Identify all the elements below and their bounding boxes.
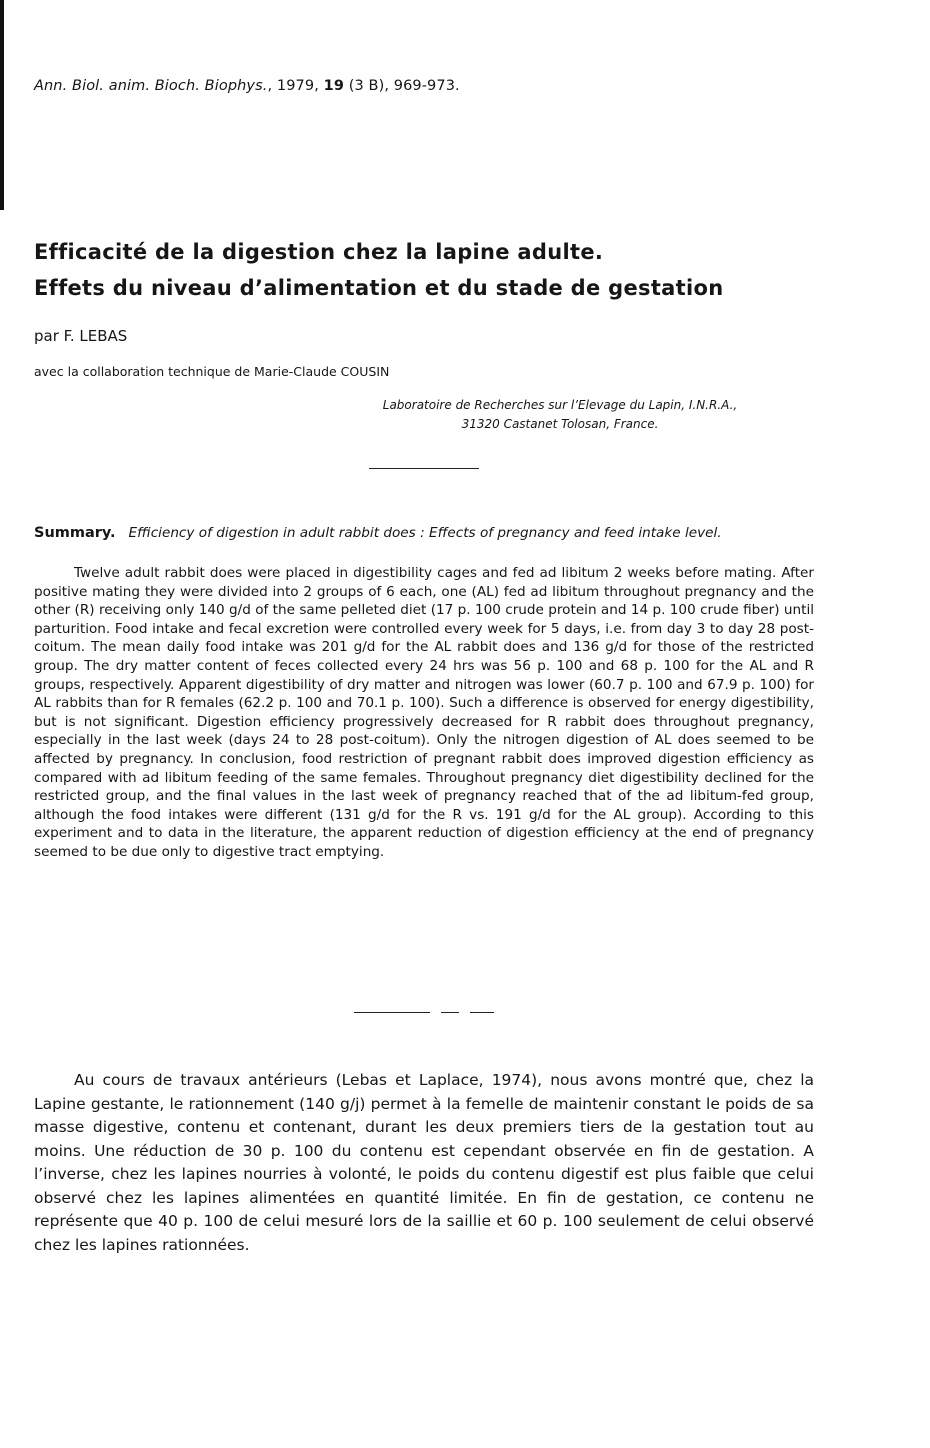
journal-year: , 1979, bbox=[267, 78, 324, 94]
title-line-2: Effets du niveau d’alimentation et du stade de gestation bbox=[34, 276, 724, 300]
journal-issue-pages: (3 B), 969-973. bbox=[344, 78, 460, 94]
summary-label: Summary. bbox=[34, 525, 116, 541]
section-separator-left bbox=[354, 1012, 430, 1013]
intro-paragraph: Au cours de travaux antérieurs (Lebas et Laplace, 1974), nous avons montré que, chez la Lapine gestante, le rationnement (140 g/j) permet à la femelle de maintenir constant le poids de sa masse digestive, contenu et contenant, durant les deux premiers tiers de la gestation tout au moins. Une réduction de 30 p. 100 du contenu est cependant observée en fin de gestation. A l’inverse, chez les lapines nourries à volonté, le poids du contenu digestif est plus faible que celui observé chez les lapines alimentées en quantité limitée. En fin de gestation, ce contenu ne représente que 40 p. 100 de celui mesuré lors de la saillie et 60 p. 100 seulement de celui observé chez les lapines rationnées. bbox=[34, 1071, 814, 1254]
article-title bbox=[34, 234, 894, 306]
summary-subtitle: Efficiency of digestion in adult rabbit does : Effects of pregnancy and feed intake level. bbox=[128, 525, 722, 541]
scan-edge-mark bbox=[0, 0, 4, 210]
summary-heading bbox=[34, 524, 814, 543]
title-line-1: Efficacité de la digestion chez la lapine adulte. bbox=[34, 240, 604, 264]
author: par F. LEBAS bbox=[34, 327, 128, 345]
section-separator-mid bbox=[441, 1012, 459, 1013]
section-separator-right bbox=[470, 1012, 494, 1013]
collaboration-note: avec la collaboration technique de Marie-Claude COUSIN bbox=[34, 364, 390, 379]
affiliation bbox=[300, 396, 820, 434]
affiliation-line-1: Laboratoire de Recherches sur l’Elevage du Lapin, I.N.R.A., bbox=[382, 398, 738, 412]
journal-reference bbox=[34, 78, 460, 94]
affiliation-line-2: 31320 Castanet Tolosan, France. bbox=[461, 417, 659, 431]
journal-volume: 19 bbox=[323, 78, 345, 94]
title-separator-rule bbox=[369, 468, 479, 469]
journal-name: Ann. Biol. anim. Bioch. Biophys. bbox=[34, 78, 268, 94]
summary-body: Twelve adult rabbit does were placed in digestibility cages and fed ad libitum 2 weeks before mating. After positive mating they were divided into 2 groups of 6 each, one (AL) fed ad libitum throughout pregnancy and the other (R) receiving only 140 g/d of the same pelleted diet (17 p. 100 crude protein and 14 p. 100 crude fiber) until parturition. Food intake and fecal excretion were controlled every week for 5 days, i.e. from day 3 to day 28 post-coitum. The mean daily food intake was 201 g/d for the AL rabbit does and 136 g/d for those of the restricted group. The dry matter content of feces collected every 24 hrs was 56 p. 100 and 68 p. 100 for the AL and R groups, respectively. Apparent digestibility of dry matter and nitrogen was lower (60.7 p. 100 and 67.9 p. 100) for AL rabbits than for R females (62.2 p. 100 and 70.1 p. 100). Such a difference is observed for energy digestibility, but is not significant. Digestion efficiency progressively decreased for R rabbit does throughout pregnancy, especially in the last week (days 24 to 28 post-coitum). Only the nitrogen digestion of AL does seemed to be affected by pregnancy. In conclusion, food restriction of pregnant rabbit does improved digestion efficiency as compared with ad libitum feeding of the same females. Throughout pregnancy diet digestibility declined for the restricted group, and the final values in the last week of pregnancy reached that of the ad libitum-fed group, although the food intakes were different (131 g/d for the R vs. 191 g/d for the AL group). According to this experiment and to data in the literature, the apparent reduction of digestion efficiency at the end of pregnancy seemed to be due only to digestive tract emptying. bbox=[34, 565, 814, 860]
